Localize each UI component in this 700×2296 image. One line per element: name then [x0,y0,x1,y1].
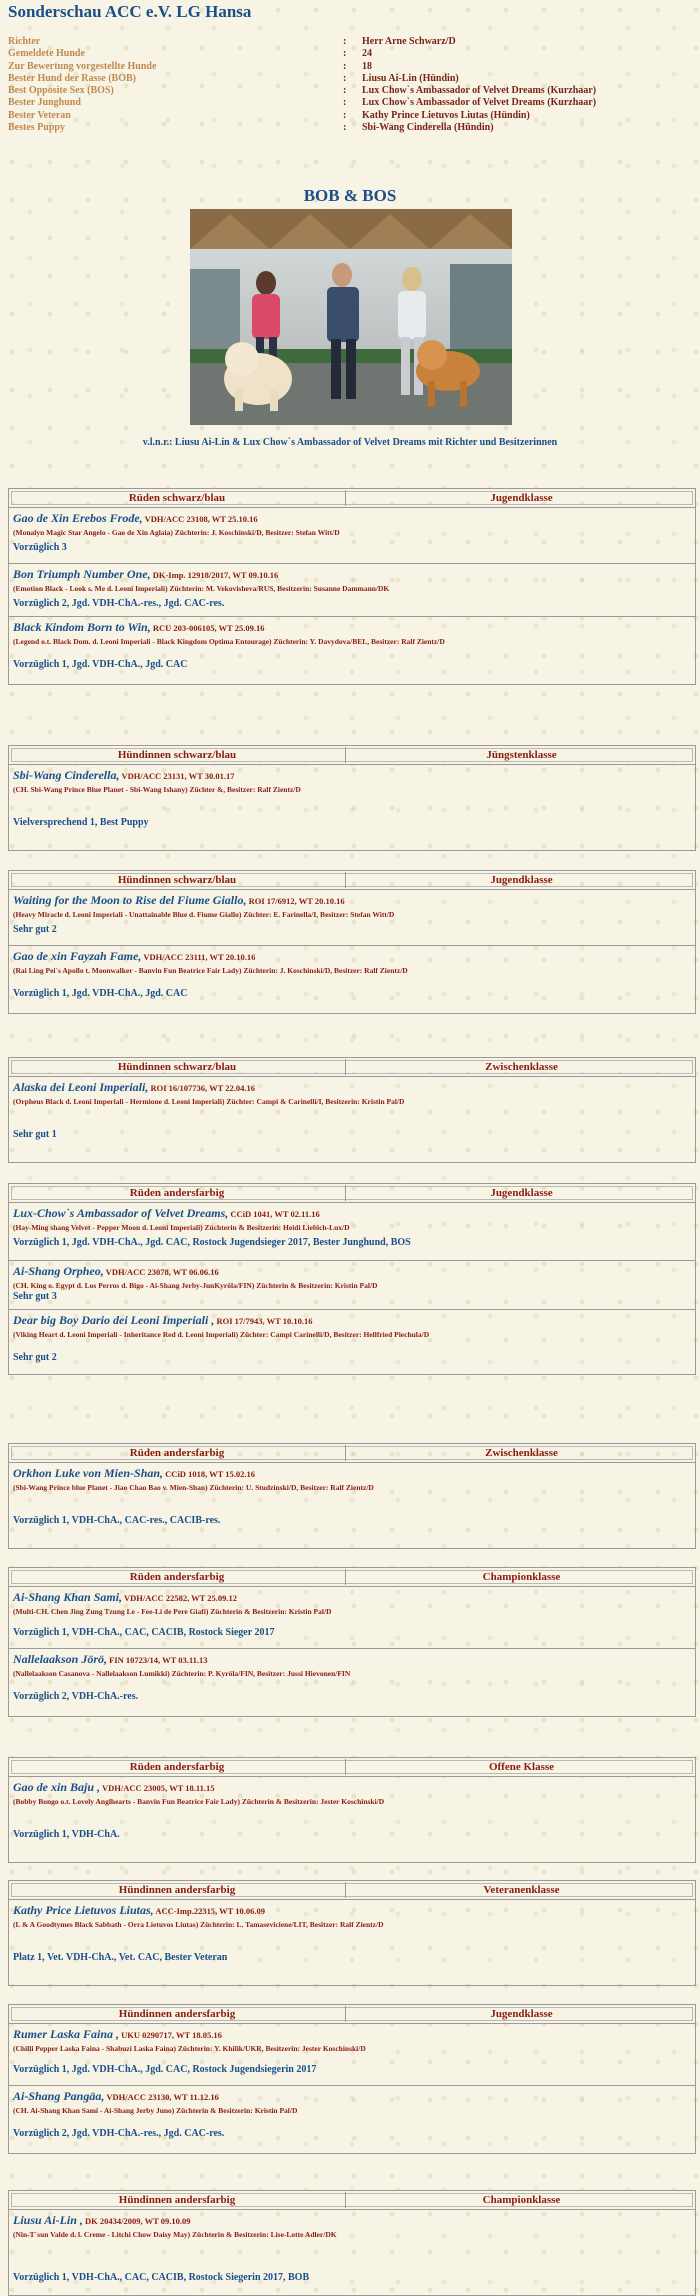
dog-pedigree: (Multi-CH. Chen Jing Zung Tzung Le - Fee-Li de Pere Giafi) Züchterin & Besitzerin: Kristin Pal/D [13,1607,332,1616]
dog-entry [8,2086,696,2154]
dog-entry [8,2024,696,2086]
summary-value: Sbi-Wang Cinderella (Hündin) [362,122,494,134]
dog-pedigree: (Orpheus Black d. Leoni Imperiali - Hermione d. Leoni Imperiali) Züchter: Campi & Carinelli/I, Besitzerin: Kristin Pal/D [13,1097,405,1106]
summary-colon: : [343,122,347,134]
dog-pedigree: (Nallelaakson Casanova - Nallelaakson Lumikki) Züchterin: P. Kyröla/FIN, Besitzer: Jussi Hievonen/FIN [13,1669,351,1678]
dog-pedigree: (Sbi-Wang Prince blue Planet - Jiao Chao Bao v. Mien-Shan) Züchterin: U. Studzinski/D, Besitzer: Ralf Zientz/D [13,1483,374,1492]
dog-name-line [13,620,691,635]
summary-colon: : [343,97,347,109]
dog-name-line [13,1313,691,1328]
class-name: Jugendklasse [490,1187,553,1199]
dog-pedigree: (Heavy Miracle d. Leoni Imperiali - Unattainable Blue d. Fiume Giallo) Züchter: E. Farinella/I, Besitzer: Stefan Witt/D [13,910,395,919]
dog-result: Sehr gut 3 [13,1291,57,1302]
summary-value: 24 [362,48,372,60]
summary-label: Gemeldete Hunde [8,48,85,60]
dog-pedigree: (L & A Goodtymes Black Sabbath - Orra Lietuvos Liutas) Züchterin: L. Tamaseviciene/LIT, Besitzer: Ralf Zientz/D [13,1920,384,1929]
summary-row [8,97,688,109]
dog-name: Black Kindom Born to Win, [13,620,151,634]
class-header [8,1443,696,1463]
dog-registration: VDH/ACC 23078, WT 06.06.16 [103,1267,219,1277]
summary-row [8,48,688,60]
dog-name: Lux-Chow`s Ambassador of Velvet Dreams, [13,1206,229,1220]
dog-name: Sbi-Wang Cinderella, [13,768,120,782]
dog-name: Ai-Shang Orpheo, [13,1264,104,1278]
dog-registration: ROI 17/6912, WT 20.10.16 [246,896,345,906]
class-header [8,870,696,890]
dog-entry [8,890,696,946]
dog-name-line [13,768,691,783]
dog-name-line [13,511,691,526]
class-header [8,1757,696,1777]
dog-name-line [13,1206,691,1221]
dog-entry [8,1463,696,1549]
dog-registration: VDH/ACC 22582, WT 25.09.12 [122,1593,238,1603]
dog-pedigree: (Chilli Pepper Laska Faina - Shabuzi Laska Faina) Züchterin: Y. Khilik/UKR, Besitzerin: Jester Koschinski/D [13,2044,366,2053]
dog-pedigree: (CH. Ai-Shang Khan Sami - Ai-Shang Jerby Juno) Züchterin & Besitzerin: Kristin Pal/D [13,2106,298,2115]
summary-value: Liusu Ai-Lin (Hündin) [362,72,459,84]
class-header [8,745,696,765]
class-header [8,1880,696,1900]
summary-colon: : [343,85,347,97]
dog-entry [8,564,696,617]
dog-pedigree: (Nin-T`sun Valde d. l. Creme - Litchi Chow Daisy May) Züchterin & Besitzerin: Lise-Lotte Adler/DK [13,2230,337,2239]
dog-result: Vorzüglich 1, VDH-ChA., CAC-res., CACIB-res. [13,1515,221,1526]
summary-label: Best Opposite Sex (BOS) [8,85,114,97]
dog-result: Vielversprechend 1, Best Puppy [13,817,149,828]
summary-label: Bester Hund der Rasse (BOB) [8,72,136,84]
dog-entry [8,1649,696,1717]
dog-name: Orkhon Luke von Mien-Shan, [13,1466,164,1480]
dog-entry [8,1777,696,1863]
dog-name-line [13,1652,691,1667]
summary-colon: : [343,109,347,121]
dog-name-line [13,1590,691,1605]
dog-name: Alaska dei Leoni Imperiali, [13,1080,149,1094]
summary-value: Lux Chow`s Ambassador of Velvet Dreams (Kurzhaar) [362,85,597,97]
summary-row [8,73,688,85]
summary-row [8,85,688,97]
class-category: Rüden andersfarbig [9,1185,346,1201]
class-header [8,1057,696,1077]
dog-registration: UKU 0290717, WT 18.05.16 [119,2030,222,2040]
dog-pedigree: (Monalyn Magic Star Angelo - Gao de Xin Aglaia) Züchterin: J. Koschinski/D, Besitzer: Stefan Witt/D [13,528,340,537]
dog-pedigree: (Emotion Black - Look s. Me d. Leoni Imperiali) Züchterin: M. Vekovisheva/RUS, Besitzerin: Susanne Dammann/DK [13,584,390,593]
dog-registration: CCiD 1041, WT 02.11.16 [228,1209,320,1219]
class-name: Jugendklasse [490,492,553,504]
dog-name-line [13,2089,691,2104]
dog-name-line [13,1903,691,1918]
dog-pedigree: (Legend o.t. Black Dom. d. Leoni Imperiali - Black Kingdom Optima Entourage) Züchterin: Y. Davydova/BEL, Besitzer: Ralf Zientz/D [13,637,445,646]
dog-result: Vorzüglich 1, Jgd. VDH-ChA., Jgd. CAC, Rostock Jugendsieger 2017, Bester Junghund, BOS [13,1237,411,1248]
dog-registration: FIN 10723/14, WT 03.11.13 [107,1655,208,1665]
bob-bos-heading: BOB & BOS [303,186,397,205]
class-name: Offene Klasse [488,1761,555,1773]
class-name: Championklasse [482,2194,561,2206]
summary-row [8,61,688,73]
dog-registration: VDH/ACC 23005, WT 18.11.15 [100,1783,215,1793]
dog-entry [8,1261,696,1310]
dog-pedigree: (CH. King o. Egypt d. Los Perros d. Bigo - Ai-Shang Jerby-JunKyröla/FIN) Züchterin & Besitzerin: Kristin Pal/D [13,1281,378,1290]
class-category: Hündinnen andersfarbig [9,1882,346,1898]
dog-name: Ai-Shang Khan Sami, [13,1590,123,1604]
dog-name: Dear big Boy Dario dei Leoni Imperiali , [13,1313,215,1327]
class-section [8,1567,696,1717]
dog-name-line [13,2027,691,2042]
summary-label: Bester Junghund [8,97,81,109]
dog-name: Liusu Ai-Lin , [13,2213,83,2227]
bob-bos-photo [190,209,512,425]
class-category: Rüden andersfarbig [9,1569,346,1585]
class-name: Zwischenklasse [485,1061,558,1073]
dog-name-line [13,1080,691,1095]
class-section [8,488,696,685]
summary-colon: : [343,72,347,84]
dog-name-line [13,893,691,908]
dog-entry [8,1900,696,1986]
dog-entry [8,2210,696,2296]
dog-entry [8,1077,696,1163]
page-title: Sonderschau ACC e.V. LG Hansa [8,2,252,21]
summary-colon: : [343,48,347,60]
dog-name-line [13,1466,691,1481]
class-header [8,2190,696,2210]
dog-registration: CCiD 1018, WT 15.02.16 [163,1469,256,1479]
summary-colon: : [343,36,347,47]
dog-result: Vorzüglich 2, Jgd. VDH-ChA.-res., Jgd. CAC-res. [13,2128,225,2139]
dog-entry [8,946,696,1014]
dog-registration: VDH/ACC 23108, WT 25.10.16 [142,514,258,524]
dog-pedigree: (CH. Sbi-Wang Prince Blue Planet - Sbi-Wang Ishany) Züchter &, Besitzer: Ralf Zientz/D [13,785,301,794]
dog-name-line [13,949,691,964]
dog-result: Sehr gut 2 [13,924,57,935]
class-category: Rüden andersfarbig [9,1759,346,1775]
class-name: Championklasse [482,1571,561,1583]
class-category: Hündinnen schwarz/blau [9,872,346,888]
class-section [8,2190,696,2296]
dog-name: Rumer Laska Faina , [13,2027,120,2041]
summary-colon: : [343,60,347,72]
class-category: Hündinnen schwarz/blau [9,1059,346,1075]
dog-result: Vorzüglich 1, Jgd. VDH-ChA., Jgd. CAC, Rostock Jugendsiegerin 2017 [13,2064,317,2075]
class-header [8,488,696,508]
dog-registration: DK-Imp. 12918/2017, WT 09.10.16 [150,570,279,580]
dog-result: Vorzüglich 1, VDH-ChA., CAC, CACIB, Rostock Siegerin 2017, BOB [13,2272,310,2283]
dog-result: Vorzüglich 3 [13,542,67,553]
dog-result: Vorzüglich 1, VDH-ChA. [13,1829,120,1840]
dog-registration: ROI 17/7943, WT 10.10.16 [214,1316,313,1326]
dog-result: Vorzüglich 1, VDH-ChA., CAC, CACIB, Rostock Sieger 2017 [13,1627,275,1638]
dog-name: Waiting for the Moon to Rise del Fiume Giallo, [13,893,247,907]
dog-registration: VDH/ACC 23131, WT 30.01.17 [119,771,235,781]
dog-pedigree: (Rai Ling Pei`s Apollo t. Moonwalker - Banvin Fun Beatrice Fair Lady) Züchterin: J. Koschinski/D, Besitzer: Ralf Zientz/D [13,966,408,975]
dog-name-line [13,567,691,582]
dog-name-line [13,2213,691,2228]
class-section [8,1057,696,1163]
summary-value: 18 [362,60,372,72]
dog-result: Platz 1, Vet. VDH-ChA., Vet. CAC, Bester Veteran [13,1952,228,1963]
summary-label: Zur Bewertung vorgestellte Hunde [8,60,157,72]
summary-row [8,36,688,48]
class-category: Rüden schwarz/blau [9,490,346,506]
dog-name: Nallelaakson Jörö, [13,1652,108,1666]
show-summary [8,36,688,134]
summary-label: Bester Veteran [8,109,71,121]
dog-name: Ai-Shang Pangäa, [13,2089,105,2103]
class-section [8,1880,696,1986]
dog-name-line [13,1780,691,1795]
photo-caption: v.l.n.r.: Liusu Ai-Lin & Lux Chow`s Ambassador of Velvet Dreams mit Richter und Besitzerinnen [142,437,558,448]
summary-row [8,122,688,134]
summary-value: Kathy Prince Lietuvos Liutas (Hündin) [362,109,530,121]
dog-name: Bon Triumph Number One, [13,567,151,581]
class-name: Zwischenklasse [485,1447,558,1459]
class-section [8,870,696,1014]
class-section [8,1757,696,1863]
dog-entry [8,1203,696,1261]
dog-pedigree: (Viking Heart d. Leoni Imperiali - Inheritance Red d. Leoni Imperiali) Züchter: Campi Carinelli/D, Besitzer: Hellfried Piechula/D [13,1330,430,1339]
class-name: Jugendklasse [490,2008,553,2020]
dog-registration: VDH/ACC 23130, WT 11.12.16 [104,2092,219,2102]
dog-registration: DK 20434/2009, WT 09.10.09 [82,2216,191,2226]
class-category: Hündinnen andersfarbig [9,2006,346,2022]
class-section [8,745,696,851]
dog-entry [8,1587,696,1649]
class-name: Jugendklasse [490,874,553,886]
summary-label: Richter [8,36,41,47]
summary-value: Herr Arne Schwarz/D [362,36,456,47]
dog-entry [8,617,696,685]
dog-result: Vorzüglich 1, Jgd. VDH-ChA., Jgd. CAC [13,988,188,999]
dog-registration: ROI 16/107736, WT 22.04.16 [148,1083,256,1093]
class-section [8,2004,696,2154]
class-name: Veteranenklasse [483,1884,560,1896]
dog-result: Vorzüglich 1, Jgd. VDH-ChA., Jgd. CAC [13,659,188,670]
class-section [8,1183,696,1375]
dog-entry [8,508,696,564]
class-header [8,2004,696,2024]
summary-label: Bestes Puppy [8,122,65,134]
dog-name: Gao de xin Fayzah Fame, [13,949,142,963]
summary-row [8,110,688,122]
dog-name: Kathy Price Lietuvos Liutas, [13,1903,154,1917]
class-section [8,1443,696,1549]
dog-registration: ACC-Imp.22315, WT 10.06.09 [153,1906,266,1916]
dog-result: Sehr gut 1 [13,1129,57,1140]
dog-entry [8,765,696,851]
dog-registration: VDH/ACC 23111, WT 20.10.16 [141,952,256,962]
class-category: Hündinnen andersfarbig [9,2192,346,2208]
dog-registration: RCU 203-006105, WT 25.09.16 [150,623,265,633]
dog-pedigree: (Bobby Bongo o.t. Lovely Anglhearts - Banvin Fun Beatrice Fair Lady) Züchterin & Besitzerin: Jester Koschinski/D [13,1797,385,1806]
dog-name: Gao de Xin Erebos Frode, [13,511,143,525]
dog-entry [8,1310,696,1375]
class-header [8,1183,696,1203]
dog-result: Sehr gut 2 [13,1352,57,1363]
class-name: Jüngstenklasse [486,749,557,761]
dog-name-line [13,1264,691,1279]
dog-result: Vorzüglich 2, Jgd. VDH-ChA.-res., Jgd. CAC-res. [13,598,225,609]
class-header [8,1567,696,1587]
class-category: Hündinnen schwarz/blau [9,747,346,763]
class-category: Rüden andersfarbig [9,1445,346,1461]
dog-pedigree: (Hay-Ming shang Velvet - Pepper Moon d. Leoni Imperiali) Züchterin & Besitzerin: Heidi Liebich-Lux/D [13,1223,350,1232]
dog-name: Gao de xin Baju , [13,1780,101,1794]
dog-result: Vorzüglich 2, VDH-ChA.-res. [13,1691,139,1702]
summary-value: Lux Chow`s Ambassador of Velvet Dreams (Kurzhaar) [362,97,597,109]
